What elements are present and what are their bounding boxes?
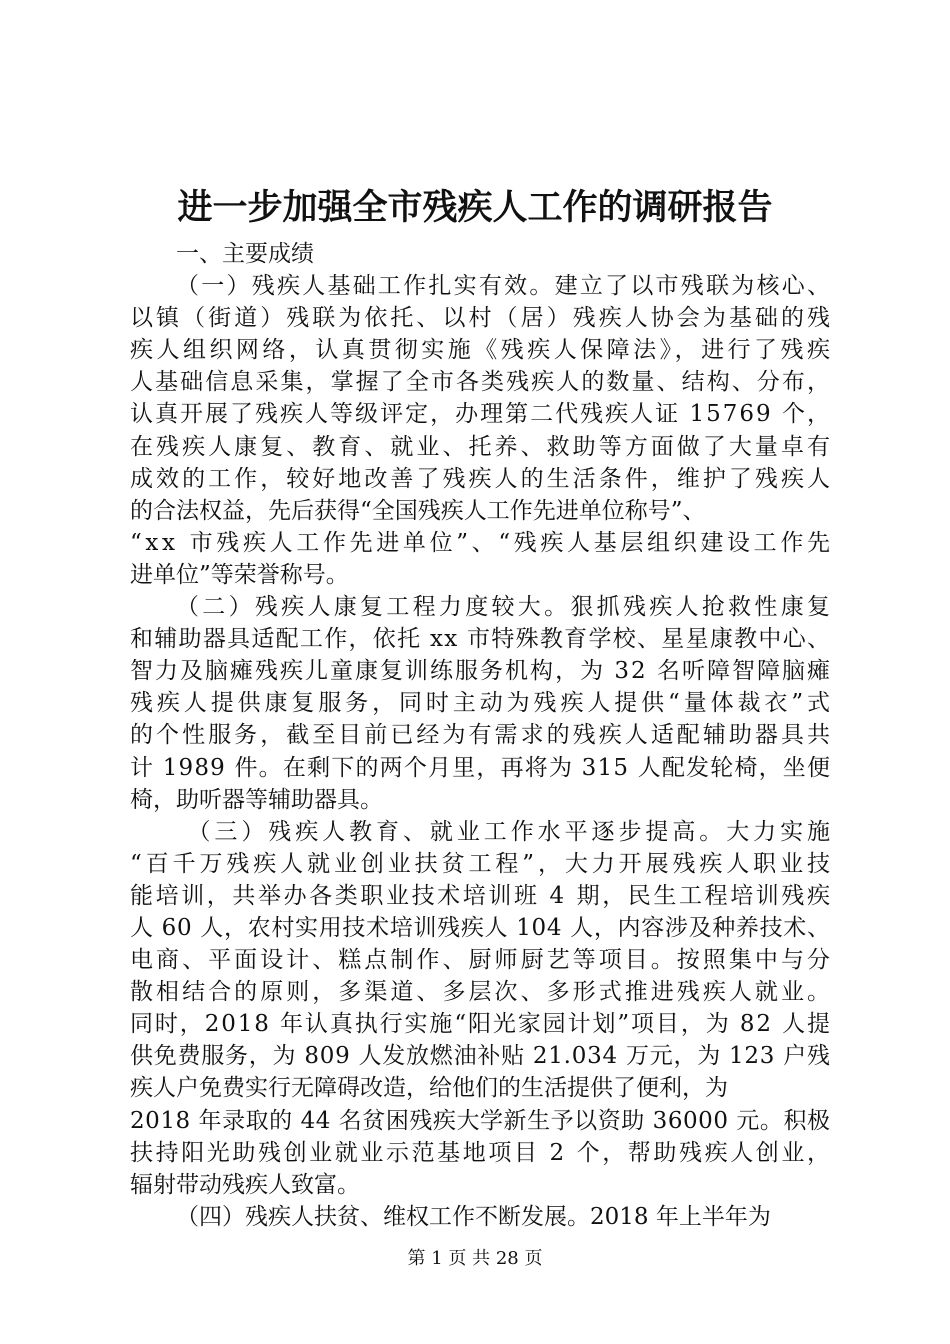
document-body xyxy=(130,238,834,1233)
text-line: （四）残疾人扶贫、维权工作不断发展。2018 年上半年为 xyxy=(176,1203,771,1230)
text-line: （一）残疾人基础工作扎实有效。建立了以市残联为核心、 xyxy=(176,273,833,300)
text-line: （三）残疾人教育、就业工作水平逐步提高。大力实施 xyxy=(187,818,834,845)
text-line: 的合法权益，先后获得“全国残疾人工作先进单位称号”、 xyxy=(130,497,706,524)
text-line: （二）残疾人康复工程力度较大。狠抓残疾人抢救性康复 xyxy=(176,594,834,621)
text-line: “百千万残疾人就业创业扶贫工程”，大力开展残疾人职业技 xyxy=(130,850,834,877)
text-line: 能培训，共举办各类职业技术培训班 4 期，民生工程培训残疾 xyxy=(130,882,833,909)
text-line: 疾人组织网络，认真贯彻实施《残疾人保障法》，进行了残疾 xyxy=(130,337,834,364)
text-line: 人基础信息采集，掌握了全市各类残疾人的数量、结构、分布， xyxy=(130,369,833,396)
text-line: 认真开展了残疾人等级评定，办理第二代残疾人证 15769 个， xyxy=(130,401,832,428)
text-line: “xx 市残疾人工作先进单位”、“残疾人基层组织建设工作先 xyxy=(130,529,834,556)
text-line: 成效的工作，较好地改善了残疾人的生活条件，维护了残疾人 xyxy=(130,465,834,492)
text-line: 人 60 人，农村实用技术培训残疾人 104 人，内容涉及种养技术、 xyxy=(130,914,831,941)
text-line: 散相结合的原则，多渠道、多层次、多形式推进残疾人就业。 xyxy=(130,979,834,1006)
text-line: 电商、平面设计、糕点制作、厨师厨艺等项目。按照集中与分 xyxy=(130,947,834,974)
text-line: 的个性服务，截至目前已经为有需求的残疾人适配辅助器具共 xyxy=(130,722,834,749)
page-footer: 第 1 页 共 28 页 xyxy=(407,1248,543,1269)
text-line: 残疾人提供康复服务，同时主动为残疾人提供“量体裁衣”式 xyxy=(130,690,834,717)
text-line: 疾人户免费实行无障碍改造，给他们的生活提供了便利，为 xyxy=(130,1075,728,1102)
document-title: 进一步加强全市残疾人工作的调研报告 xyxy=(177,187,773,228)
text-line: 进单位”等荣誉称号。 xyxy=(130,561,349,588)
text-line: 同时，2018 年认真执行实施“阳光家园计划”项目，为 82 人提 xyxy=(130,1011,832,1038)
text-line: 和辅助器具适配工作，依托 xx 市特殊教育学校、星星康教中心、 xyxy=(130,626,832,653)
text-line: 供免费服务，为 809 人发放燃油补贴 21.034 万元，为 123 户残 xyxy=(130,1043,831,1070)
text-line: 扶持阳光助残创业就业示范基地项目 2 个，帮助残疾人创业， xyxy=(130,1139,833,1166)
text-line: 智力及脑瘫残疾儿童康复训练服务机构，为 32 名听障智障脑瘫 xyxy=(130,658,833,685)
text-line: 计 1989 件。在剩下的两个月里，再将为 315 人配发轮椅，坐便 xyxy=(130,754,832,781)
text-line: 椅，助听器等辅助器具。 xyxy=(130,786,383,813)
text-line: 一、主要成绩 xyxy=(176,241,314,267)
text-line: 辐射带动残疾人致富。 xyxy=(130,1171,360,1198)
text-line: 在残疾人康复、教育、就业、托养、救助等方面做了大量卓有 xyxy=(130,433,834,460)
text-line: 2018 年录取的 44 名贫困残疾大学新生予以资助 36000 元。积极 xyxy=(130,1107,831,1134)
text-line: 以镇（街道）残联为依托、以村（居）残疾人协会为基础的残 xyxy=(130,305,834,332)
